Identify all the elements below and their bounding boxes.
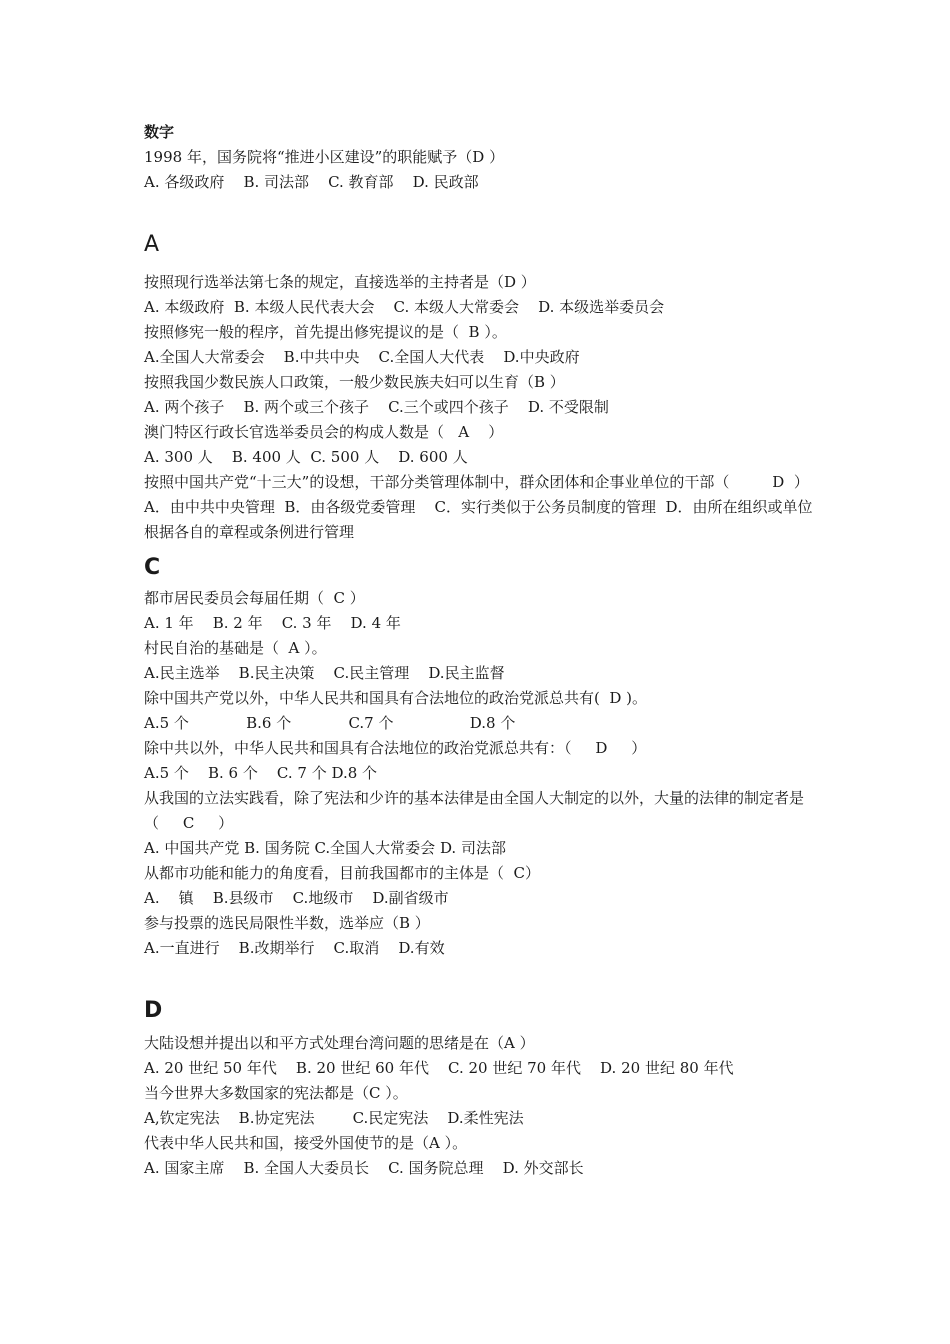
answer-options: A. 20 世纪 50 年代 B. 20 世纪 60 年代 C. 20 世纪 70 年代 D. 20 世纪 80 年代 <box>144 1059 734 1077</box>
document-page <box>144 120 814 1181</box>
section-shuzi <box>144 120 814 195</box>
question-text: 从我国的立法实践看，除了宪法和少许的基本法律是由全国人大制定的以外，大量的法律的制定者是（ C ） <box>144 789 805 832</box>
answer-options: A. 各级政府 B. 司法部 C. 教育部 D. 民政部 <box>144 173 479 191</box>
section-heading: A <box>144 232 160 257</box>
question-text: 除中国共产党以外，中华人民共和国具有合法地位的政治党派总共有( D )。 <box>144 689 648 707</box>
answer-options: A．由中共中央管理 B．由各级党委管理 C．实行类似于公务员制度的管理 D．由所在组织或单位根据各自的章程或条例进行管理 <box>144 498 813 541</box>
question-text: 大陆设想并提出以和平方式处理台湾问题的思绪是在（A ） <box>144 1034 535 1052</box>
answer-options: A.5 个 B.6 个 C.7 个 D.8 个 <box>144 714 516 732</box>
answer-options: A.一直进行 B.改期举行 C.取消 D.有效 <box>144 939 445 957</box>
question-text: 都市居民委员会每届任期（ C ） <box>144 589 365 607</box>
section-heading: D <box>144 998 163 1023</box>
answer-options: A,钦定宪法 B.协定宪法 C.民定宪法 D.柔性宪法 <box>144 1109 524 1127</box>
question-text: 澳门特区行政长官选举委员会的构成人数是（ A ） <box>144 423 504 441</box>
answer-options: A. 中国共产党 B. 国务院 C.全国人大常委会 D. 司法部 <box>144 839 506 857</box>
question-text: 村民自治的基础是（ A ）。 <box>144 639 327 657</box>
section-heading: C <box>144 555 161 580</box>
question-text: 从都市功能和能力的角度看，目前我国都市的主体是（ C） <box>144 864 541 882</box>
answer-options: A. 镇 B.县级市 C.地级市 D.副省级市 <box>144 889 449 907</box>
question-text: 按照现行选举法第七条的规定，直接选举的主持者是（D ） <box>144 273 536 291</box>
answer-options: A. 300 人 B. 400 人 C. 500 人 D. 600 人 <box>144 448 468 466</box>
answer-options: A. 国家主席 B. 全国人大委员长 C. 国务院总理 D. 外交部长 <box>144 1159 584 1177</box>
answer-options: A. 1 年 B. 2 年 C. 3 年 D. 4 年 <box>144 614 401 632</box>
answer-options: A. 本级政府 B. 本级人民代表大会 C. 本级人大常委会 D. 本级选举委员会 <box>144 298 665 316</box>
section-d <box>144 996 814 1181</box>
answer-options: A.全国人大常委会 B.中共中央 C.全国人大代表 D.中央政府 <box>144 348 580 366</box>
question-text: 按照我国少数民族人口政策，一般少数民族夫妇可以生育（B ） <box>144 373 565 391</box>
section-a <box>144 230 814 545</box>
question-text: 1998 年，国务院将“推进小区建设”的职能赋予（D ） <box>144 148 505 166</box>
section-heading: 数字 <box>144 123 175 141</box>
section-c <box>144 553 814 961</box>
question-text: 除中共以外，中华人民共和国具有合法地位的政治党派总共有：（ D ） <box>144 739 647 757</box>
question-text: 当今世界大多数国家的宪法都是（C ）。 <box>144 1084 408 1102</box>
answer-options: A.民主选举 B.民主决策 C.民主管理 D.民主监督 <box>144 664 505 682</box>
answer-options: A. 两个孩子 B. 两个或三个孩子 C.三个或四个孩子 D. 不受限制 <box>144 398 609 416</box>
question-text: 参与投票的选民局限性半数，选举应（B ） <box>144 914 430 932</box>
question-text: 按照中国共产党“十三大”的设想，干部分类管理体制中，群众团体和企事业单位的干部（ D ） <box>144 473 809 491</box>
answer-options: A.5 个 B. 6 个 C. 7 个 D.8 个 <box>144 764 378 782</box>
question-text: 代表中华人民共和国，接受外国使节的是（A ）。 <box>144 1134 468 1152</box>
question-text: 按照修宪一般的程序，首先提出修宪提议的是（ B ）。 <box>144 323 507 341</box>
